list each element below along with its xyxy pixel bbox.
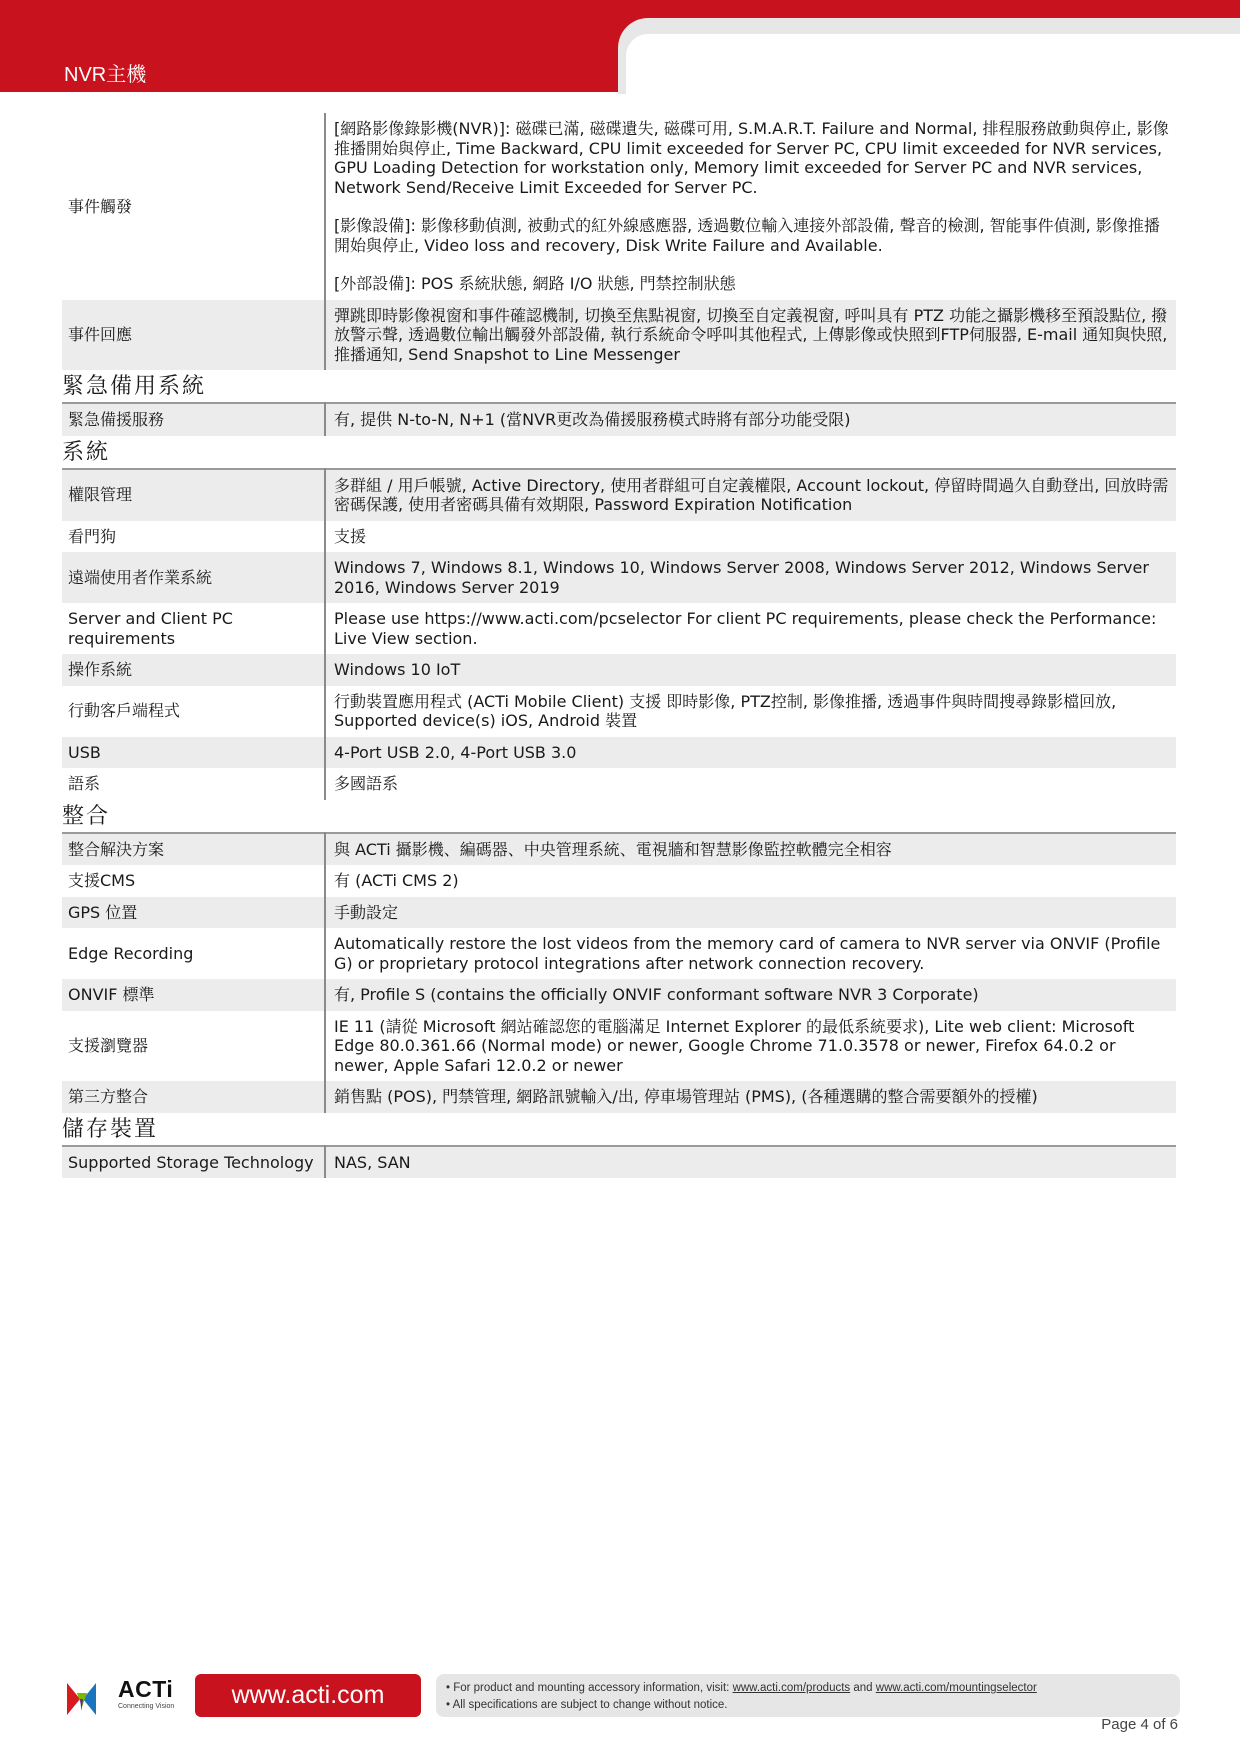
row-value: NAS, SAN bbox=[325, 1146, 1176, 1179]
table-row bbox=[62, 1081, 1176, 1113]
row-value: 有 (ACTi CMS 2) bbox=[325, 865, 1176, 897]
row-label: 緊急備援服務 bbox=[62, 403, 325, 436]
website-link[interactable]: www.acti.com bbox=[195, 1674, 421, 1717]
table-row bbox=[62, 603, 1176, 654]
row-label: 看門狗 bbox=[62, 521, 325, 553]
row-label: GPS 位置 bbox=[62, 897, 325, 929]
spec-table-storage bbox=[62, 1145, 1176, 1179]
row-label: 支援瀏覽器 bbox=[62, 1011, 325, 1082]
table-row bbox=[62, 552, 1176, 603]
footer-note-line-1 bbox=[446, 1680, 1180, 1697]
table-row bbox=[62, 1011, 1176, 1082]
mountingselector-link[interactable]: www.acti.com/mountingselector bbox=[875, 1682, 1037, 1694]
row-label: Server and Client PC requirements bbox=[62, 603, 325, 654]
table-row bbox=[62, 469, 1176, 521]
row-label: 權限管理 bbox=[62, 469, 325, 521]
table-row bbox=[62, 865, 1176, 897]
row-value: Please use https://www.acti.com/pcselector For client PC requirements, please check the Performance: Live View section. bbox=[325, 603, 1176, 654]
row-value: 多國語系 bbox=[325, 768, 1176, 800]
row-value: 行動裝置應用程式 (ACTi Mobile Client) 支援 即時影像, PTZ控制, 影像推播, 透過事件與時間搜尋錄影檔回放, Supported device(s) iOS, Android 裝置 bbox=[325, 686, 1176, 737]
row-value: 有, Profile S (contains the officially ONVIF conformant software NVR 3 Corporate) bbox=[325, 979, 1176, 1011]
table-row bbox=[62, 403, 1176, 436]
footer-note bbox=[436, 1674, 1180, 1717]
table-row bbox=[62, 113, 1176, 300]
table-row bbox=[62, 737, 1176, 769]
table-row bbox=[62, 1146, 1176, 1179]
section-title-backup: 緊急備用系統 bbox=[62, 374, 207, 399]
table-row bbox=[62, 768, 1176, 800]
spec-table-system bbox=[62, 468, 1176, 800]
footer-note-prefix: • For product and mounting accessory information, visit: bbox=[446, 1682, 730, 1694]
spec-table-events bbox=[62, 113, 1176, 370]
table-row bbox=[62, 833, 1176, 866]
logo-tagline: Connecting Vision bbox=[118, 1703, 175, 1710]
row-value: Windows 7, Windows 8.1, Windows 10, Windows Server 2008, Windows Server 2012, Windows Server 2016, Windows Server 2019 bbox=[325, 552, 1176, 603]
row-value: IE 11 (請從 Microsoft 網站確認您的電腦滿足 Internet Explorer 的最低系統要求), Lite web client: Microsoft Edge 80.0.361.66 (Normal mode) or newer, Google Chrome 71.0.3578 or newer, Firefox 64.0.2 or newer, Apple Safari 12.0.2 or newer bbox=[325, 1011, 1176, 1082]
table-row bbox=[62, 897, 1176, 929]
table-row bbox=[62, 300, 1176, 371]
footer-note-line-2: • All specifications are subject to change without notice. bbox=[446, 1699, 728, 1711]
row-label: Supported Storage Technology bbox=[62, 1146, 325, 1179]
spec-table-backup bbox=[62, 402, 1176, 436]
row-label: 操作系統 bbox=[62, 654, 325, 686]
row-value: 多群組 / 用戶帳號, Active Directory, 使用者群組可自定義權限, Account lockout, 停留時間過久自動登出, 回放時需密碼保護, 使用者密碼具備有效期限, Password Expiration Notification bbox=[325, 469, 1176, 521]
row-label: 語系 bbox=[62, 768, 325, 800]
page-title: NVR主機 bbox=[64, 64, 147, 86]
table-row bbox=[62, 928, 1176, 979]
value-paragraph: [網路影像錄影機(NVR)]: 磁碟已滿, 磁碟遺失, 磁碟可用, S.M.A.R.T. Failure and Normal, 排程服務啟動與停止, 影像推播開始與停止, Time Backward, CPU limit exceeded for Server PC, CPU limit exceeded for NVR services, GPU Loading Detection for workstation only, Memory limit exceeded for Server PC and NVR services, Network Send/Receive Limit Exceeded for Server PC. bbox=[334, 119, 1169, 197]
section-title-integration: 整合 bbox=[62, 803, 111, 829]
spec-content bbox=[62, 113, 1176, 1178]
table-row bbox=[62, 654, 1176, 686]
products-link[interactable]: www.acti.com/products bbox=[732, 1682, 851, 1694]
footer-note-and: and bbox=[853, 1682, 873, 1694]
spec-table-integration bbox=[62, 832, 1176, 1113]
table-row bbox=[62, 979, 1176, 1011]
value-paragraph: [影像設備]: 影像移動偵測, 被動式的紅外線感應器, 透過數位輸入連接外部設備, 聲音的檢測, 智能事件偵測, 影像推播開始與停止, Video loss and recovery, Disk Write Failure and Available. bbox=[334, 216, 1160, 255]
row-label: Edge Recording bbox=[62, 928, 325, 979]
row-label: ONVIF 標準 bbox=[62, 979, 325, 1011]
row-value: 銷售點 (POS), 門禁管理, 網路訊號輸入/出, 停車場管理站 (PMS), (各種選購的整合需要額外的授權) bbox=[325, 1081, 1176, 1113]
row-label: 遠端使用者作業系統 bbox=[62, 552, 325, 603]
row-value: Automatically restore the lost videos from the memory card of camera to NVR server via ONVIF (Profile G) or proprietary protocol integrations after network connection recovery. bbox=[325, 928, 1176, 979]
row-value bbox=[325, 113, 1176, 300]
section-title-storage: 儲存裝置 bbox=[62, 1116, 159, 1142]
row-label: 事件回應 bbox=[62, 300, 325, 371]
row-label: 第三方整合 bbox=[62, 1081, 325, 1113]
table-row bbox=[62, 686, 1176, 737]
row-value: 與 ACTi 攝影機、編碼器、中央管理系統、電視牆和智慧影像監控軟體完全相容 bbox=[325, 833, 1176, 866]
logo-wordmark: ACTi bbox=[118, 1676, 174, 1702]
row-label: 支援CMS bbox=[62, 865, 325, 897]
row-value: 手動設定 bbox=[325, 897, 1176, 929]
row-value: 4-Port USB 2.0, 4-Port USB 3.0 bbox=[325, 737, 1176, 769]
value-paragraph: [外部設備]: POS 系統狀態, 網路 I/O 狀態, 門禁控制狀態 bbox=[334, 274, 736, 293]
row-label: 整合解決方案 bbox=[62, 833, 325, 866]
row-value: 有, 提供 N-to-N, N+1 (當NVR更改為備援服務模式時將有部分功能受限) bbox=[325, 403, 1176, 436]
row-label: 行動客戶端程式 bbox=[62, 686, 325, 737]
page-number: Page 4 of 6 bbox=[1101, 1716, 1178, 1733]
row-value: Windows 10 IoT bbox=[325, 654, 1176, 686]
row-label: 事件觸發 bbox=[62, 113, 325, 300]
section-title-system: 系統 bbox=[62, 439, 111, 465]
row-value: 彈跳即時影像視窗和事件確認機制, 切換至焦點視窗, 切換至自定義視窗, 呼叫具有 PTZ 功能之攝影機移至預設點位, 撥放警示聲, 透過數位輸出觸發外部設備, 執行系統命令呼叫其他程式, 上傳影像或快照到FTP伺服器, E-mail 通知與快照, 推播通知, Send Snapshot to Line Messenger bbox=[325, 300, 1176, 371]
table-row bbox=[62, 521, 1176, 553]
row-label: USB bbox=[62, 737, 325, 769]
header-tab-inner bbox=[626, 34, 1240, 94]
row-value: 支援 bbox=[325, 521, 1176, 553]
